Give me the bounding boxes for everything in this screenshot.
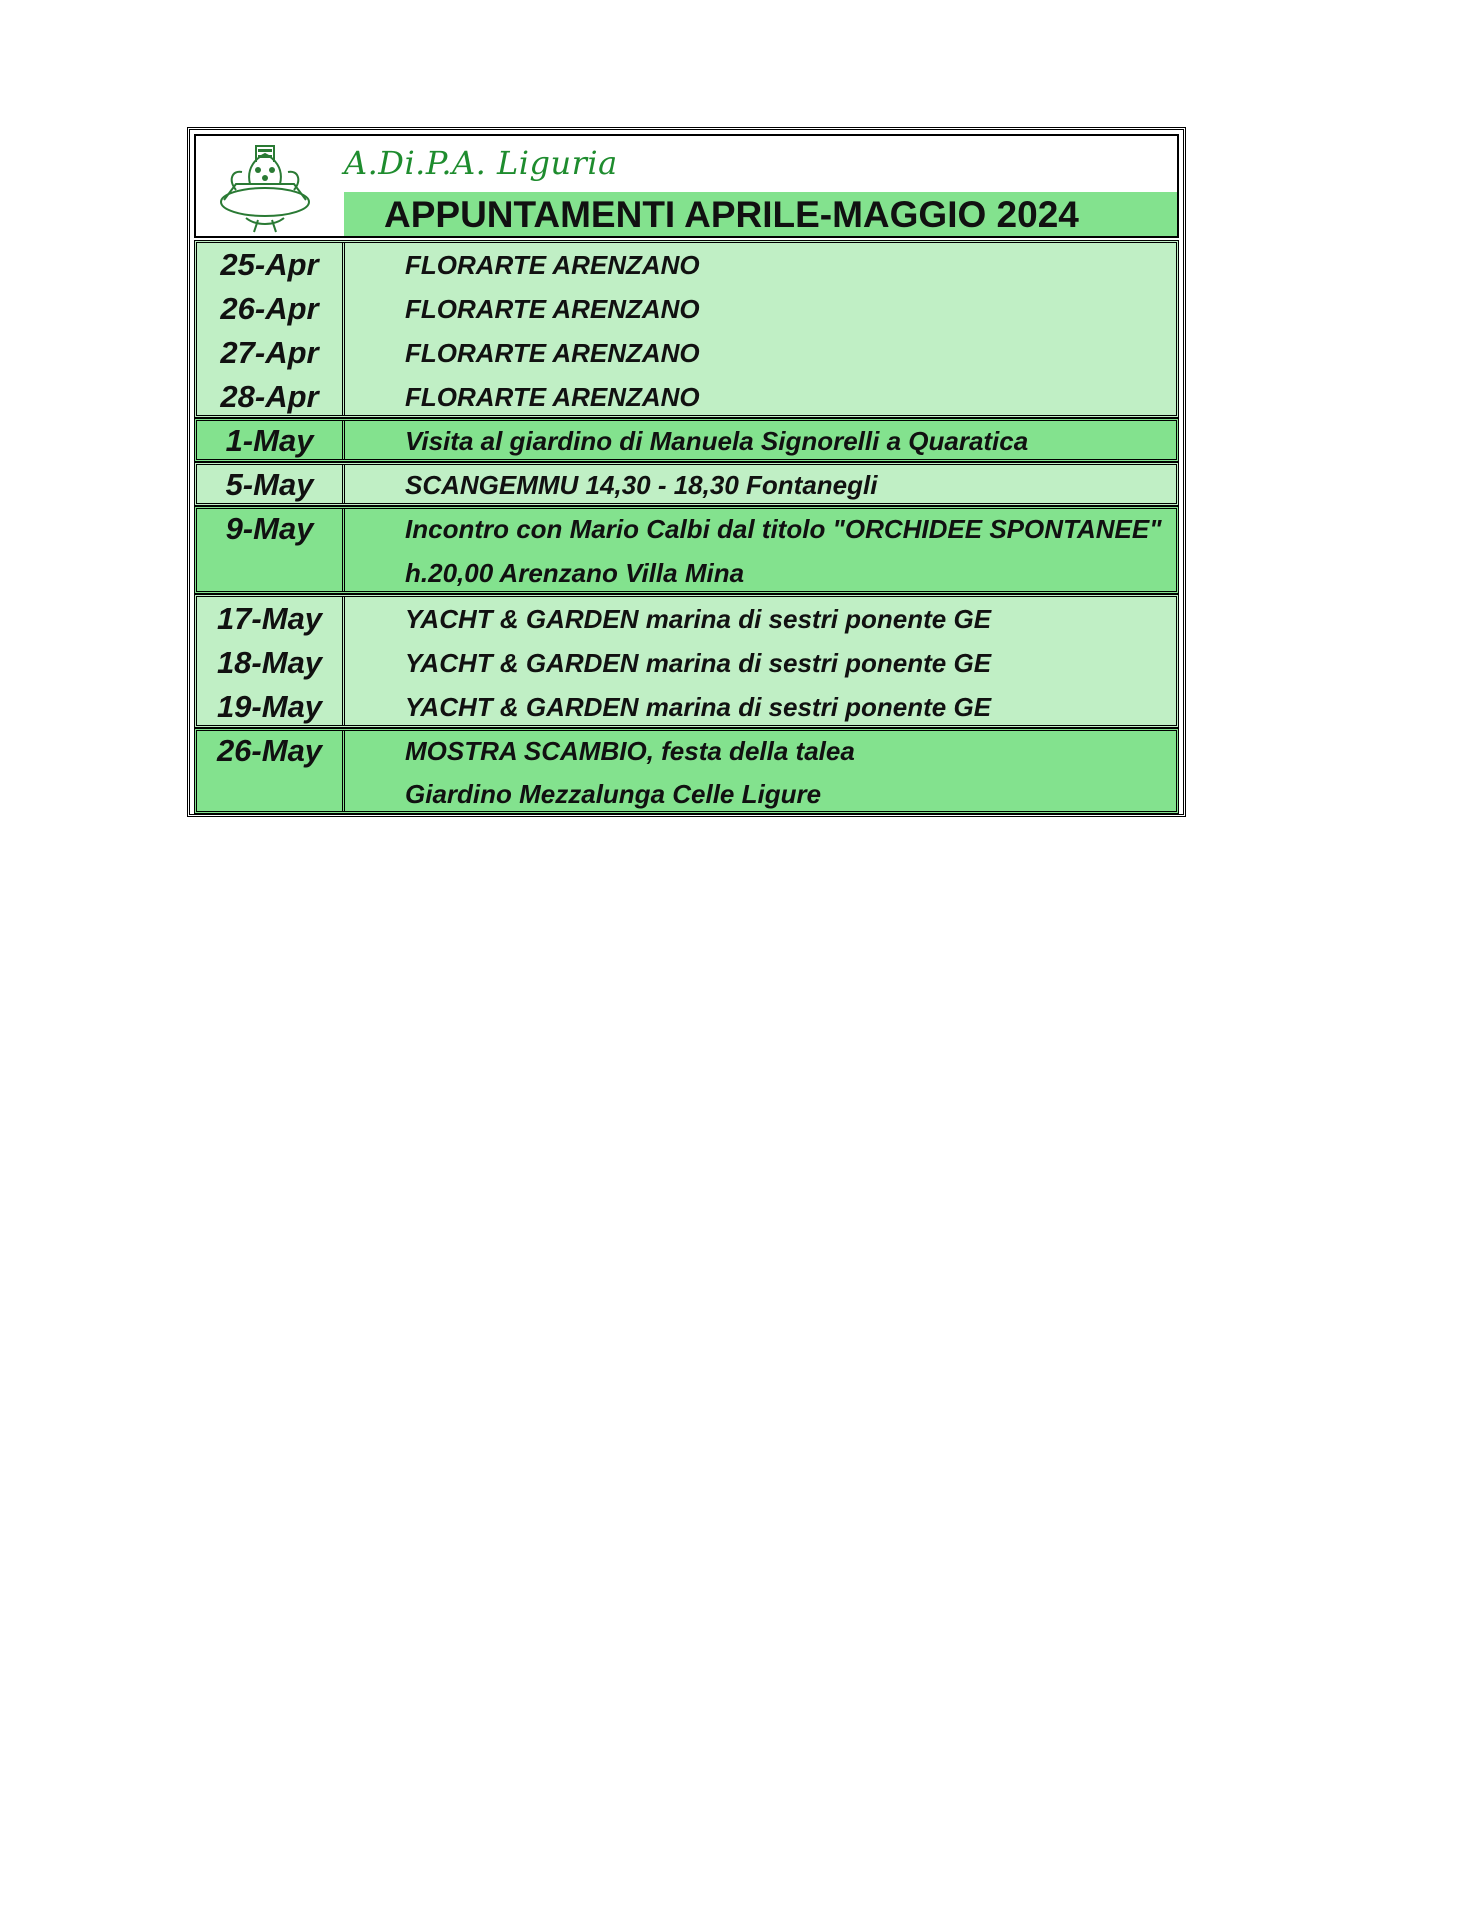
event-date: 26-May (216, 733, 323, 768)
table-row (197, 509, 1176, 553)
event-description: MOSTRA SCAMBIO, festa della talea (405, 736, 855, 766)
event-group-incontro (194, 506, 1179, 594)
organization-name: A.Di.P.A. Liguria (344, 144, 618, 182)
event-description: YACHT & GARDEN marina di sestri ponente GE (405, 692, 992, 722)
schedule-sheet (187, 127, 1186, 817)
schedule-header (194, 134, 1179, 238)
table-row (197, 421, 1176, 465)
event-group-mostra-scambio (194, 728, 1179, 814)
table-row (197, 331, 1176, 375)
title-band (344, 192, 1177, 236)
event-date: 26-Apr (220, 291, 319, 326)
event-description: Visita al giardino di Manuela Signorelli a Quaratica (405, 426, 1029, 456)
event-date: 28-Apr (220, 379, 319, 414)
event-date: 5-May (225, 467, 314, 502)
event-date: 1-May (225, 423, 314, 458)
event-date: 18-May (216, 645, 323, 680)
event-date: 25-Apr (220, 247, 319, 282)
event-description: h.20,00 Arenzano Villa Mina (405, 558, 745, 588)
event-date: 9-May (225, 511, 314, 546)
event-description: YACHT & GARDEN marina di sestri ponente GE (405, 604, 992, 634)
table-row (197, 731, 1176, 775)
event-group-florarte (194, 240, 1179, 418)
table-row (197, 597, 1176, 641)
event-date: 17-May (216, 601, 323, 636)
event-description: FLORARTE ARENZANO (405, 382, 700, 412)
event-date: 27-Apr (220, 335, 319, 370)
association-logo-icon (206, 140, 324, 234)
event-group-visita (194, 418, 1179, 462)
table-row (197, 243, 1176, 287)
event-description: FLORARTE ARENZANO (405, 338, 700, 368)
event-group-yacht-garden (194, 594, 1179, 728)
event-description: YACHT & GARDEN marina di sestri ponente GE (405, 648, 992, 678)
table-row (197, 287, 1176, 331)
event-description: Giardino Mezzalunga Celle Ligure (405, 779, 822, 809)
table-row (197, 375, 1176, 419)
event-description: FLORARTE ARENZANO (405, 294, 700, 324)
table-row (197, 641, 1176, 685)
page-title: APPUNTAMENTI APRILE-MAGGIO 2024 (384, 194, 1079, 235)
table-row (197, 685, 1176, 729)
event-group-scangemmu (194, 462, 1179, 506)
event-description: Incontro con Mario Calbi dal titolo "ORCHIDEE SPONTANEE" (405, 514, 1162, 544)
event-description: SCANGEMMU 14,30 - 18,30 Fontanegli (405, 470, 878, 500)
event-description: FLORARTE ARENZANO (405, 250, 700, 280)
table-row (197, 775, 1176, 819)
table-row (197, 553, 1176, 597)
event-date: 19-May (216, 689, 323, 724)
table-row (197, 465, 1176, 509)
